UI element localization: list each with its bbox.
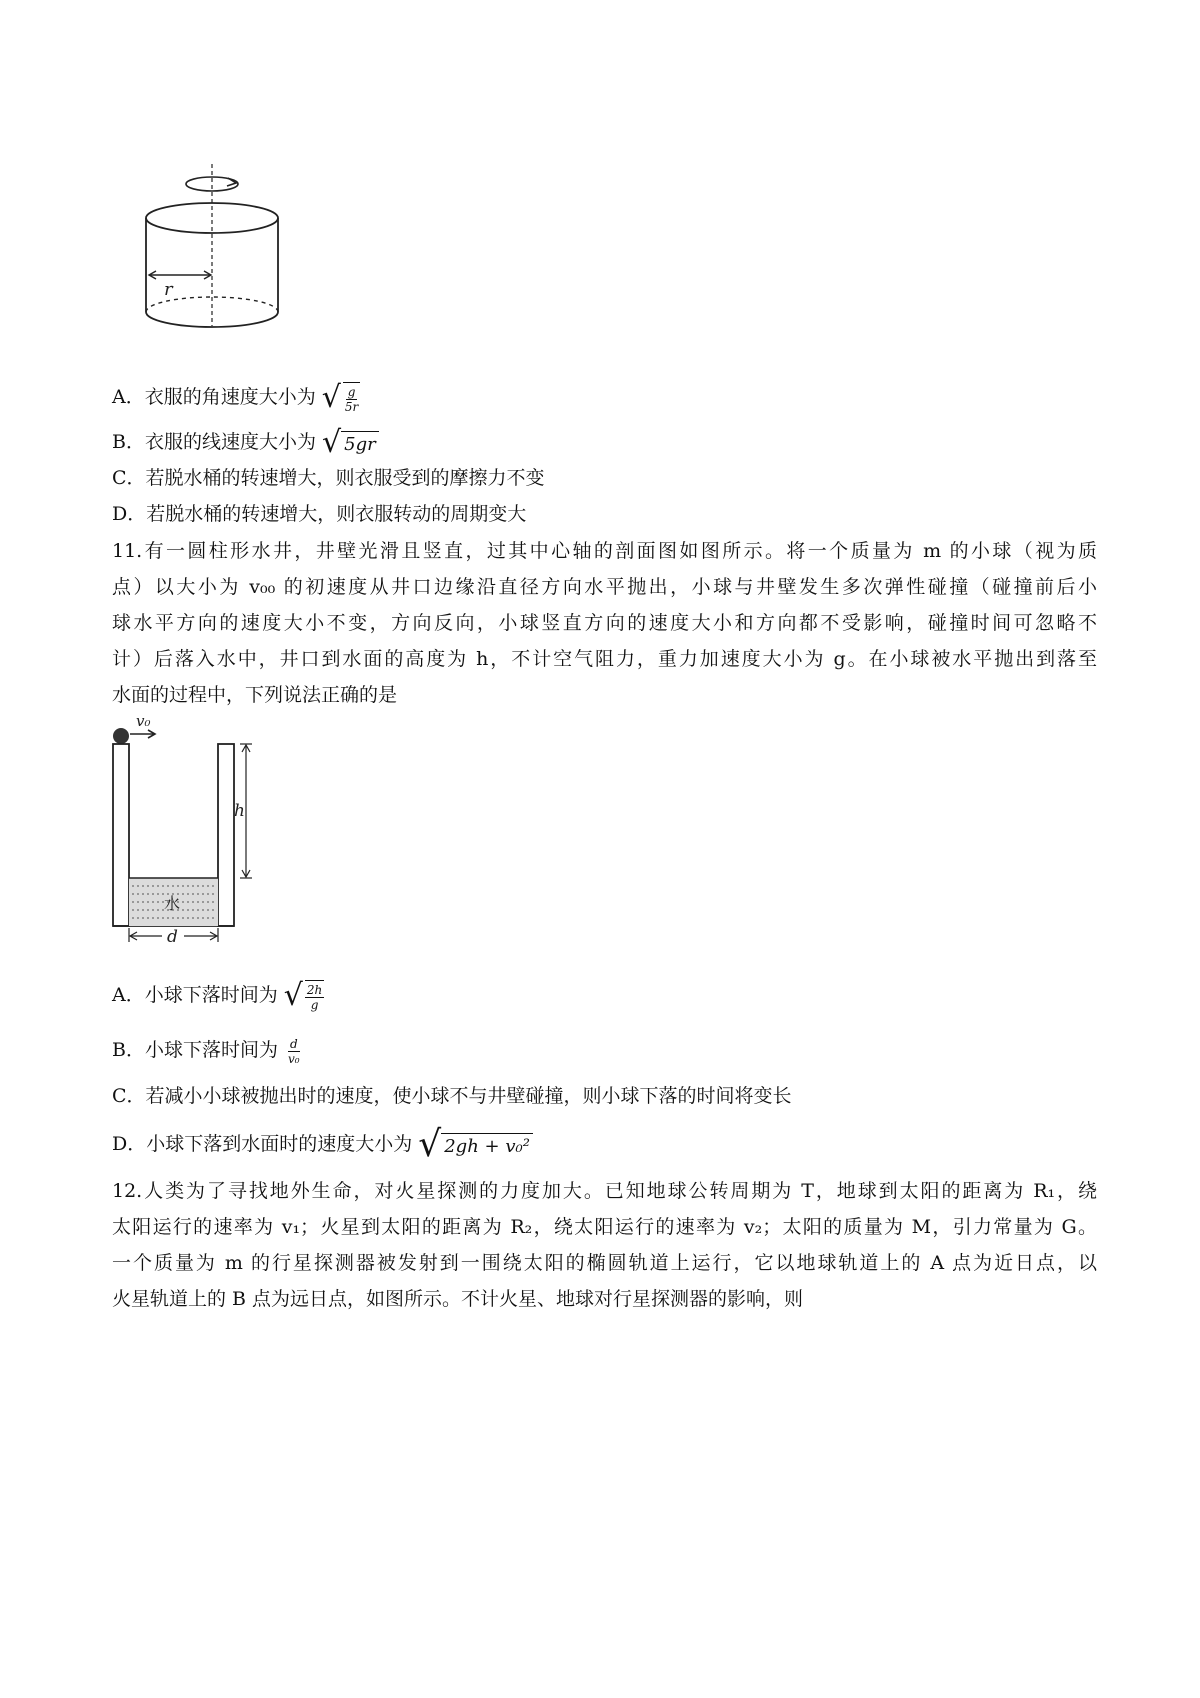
- q10-option-d: D．若脱水桶的转速增大，则衣服转动的周期变大: [112, 503, 527, 525]
- drum-figure: [100, 150, 320, 360]
- q10-option-c: C．若脱水桶的转速增大，则衣服受到的摩擦力不变: [112, 467, 545, 489]
- q12-stem: 12.人类为了寻找地外生命，对火星探测的力度加大。已知地球公转周期为 T，地球到太阳的距离为 R₁，绕 太阳运行的速率为 v₁；火星到太阳的距离为 R₂，绕太阳运行的速率为 v₂；太阳的质量为 M，引力常量为 G。 一个质量为 m 的行星探测器被发射到一围绕太阳的椭圆轨道上运行，它以地球轨道上的 A 点为近日点，以 火星轨道上的 B 点为远日点，如图所示。不计火星、地球对行星探测器的影响，则: [112, 1180, 1097, 1310]
- q11-stem: 11.有一圆柱形水井，井壁光滑且竖直，过其中心轴的剖面图如图所示。将一个质量为 m 的小球（视为质 点）以大小为 v₀₀ 的初速度从井口边缘沿直径方向水平抛出，小球与井壁发生多次弹性碰撞（碰撞前后小 球水平方向的速度大小不变，方向反向，小球竖直方向的速度大小和方向都不受影响，碰撞时间可忽略不 计）后落入水中，井口到水面的高度为 h，不计空气阻力，重力加速度大小为 g。在小球被水平抛出到落至 水面的过程中，下列说法正确的是: [112, 540, 1097, 706]
- q10-option-b: B．衣服的线速度大小为 √ 5gr: [112, 428, 379, 458]
- q10-option-a: A．衣服的角速度大小为 √ $\frac{g}{5r}$: [112, 380, 359, 415]
- q11-option-a: A．小球下落时间为 √ $\frac{2h}{g}$: [112, 978, 323, 1013]
- water-label: 水: [164, 894, 181, 913]
- well-figure: [100, 710, 270, 950]
- q11-option-c: C．若减小小球被抛出时的速度，使小球不与井壁碰撞，则小球下落的时间将变长: [112, 1085, 792, 1107]
- v0-label: v₀: [136, 712, 151, 730]
- q11-option-d: D．小球下落到水面时的速度大小为 √ 2gh + v₀²: [112, 1130, 533, 1160]
- d-label: d: [167, 927, 178, 947]
- q11-option-b: B．小球下落时间为 $\frac{d}{\text{v₀}}$: [112, 1036, 300, 1066]
- h-label: h: [234, 801, 245, 821]
- radius-label: r: [164, 279, 173, 300]
